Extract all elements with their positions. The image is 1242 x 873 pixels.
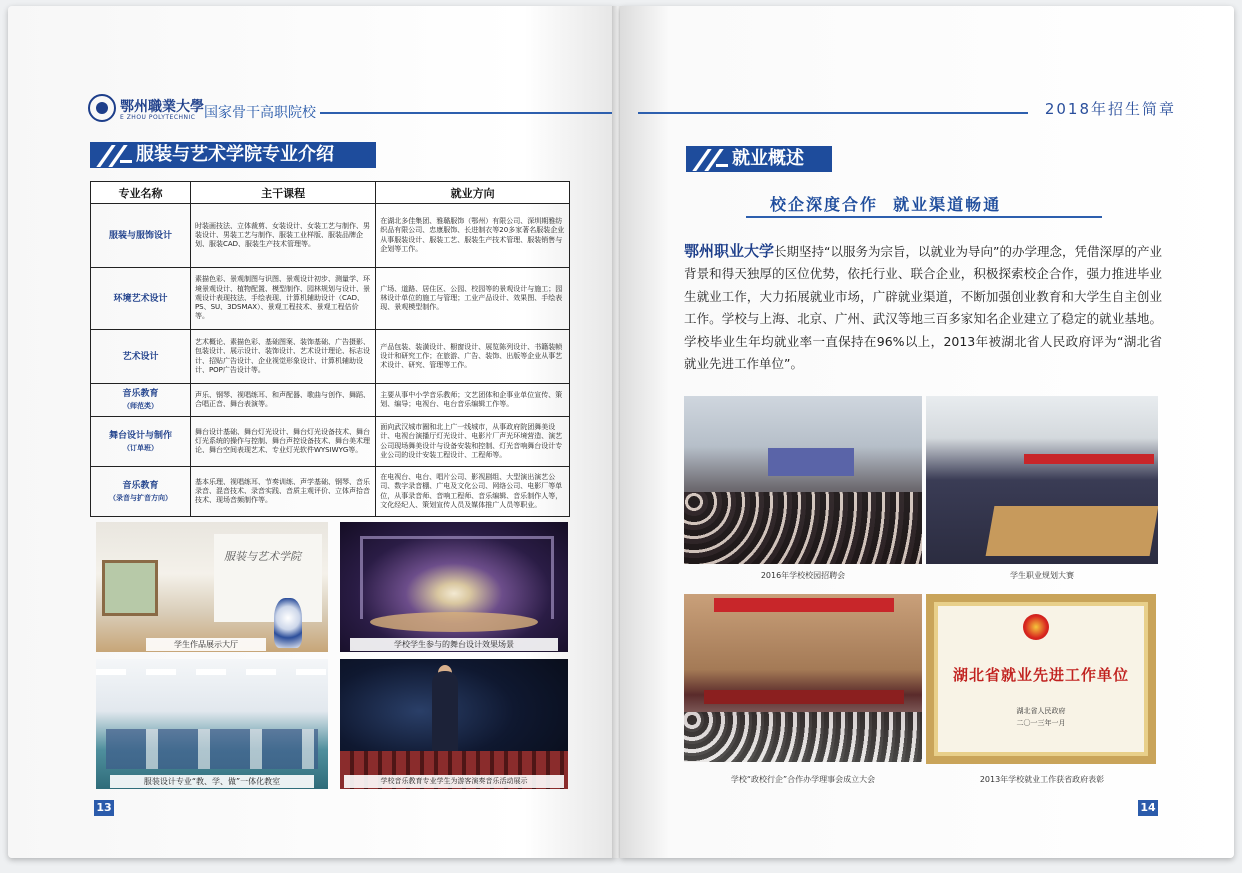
section-banner-right: [686, 146, 832, 172]
table-header: 主干课程: [190, 182, 375, 204]
major-jobs: 在电视台、电台、唱片公司、影视剧组、大型演出演艺公司、数字录音棚、广电及文化公司、网络公司、电影厂等单位，从事录音师、音响工程师、音乐编辑、音乐制作人等，文化经纪人、策划宣传人员及媒体推广人员等职业。: [376, 467, 570, 517]
left-page: [8, 6, 616, 858]
page-number-left: 13: [94, 800, 114, 816]
major-name: 环境艺术设计: [91, 268, 191, 330]
photo-career-contest: [926, 396, 1158, 564]
major-jobs: 在湖北多佳集团、雅璐服饰（鄂州）有限公司、深圳期雅纺织品有限公司、忠康服饰、长进制衣等20多家著名服装企业从事服装设计、服装工艺、服装生产技术管理、服装销售与企划等工作。: [376, 204, 570, 268]
photo-caption: 学校学生参与的舞台设计效果场景: [350, 638, 558, 651]
major-courses: 基本乐理、视唱练耳、节奏训练、声学基础、钢琴、音乐录音、混音技术、录音实践、音质主观评价、立体声拾音技术、现场音频制作等。: [190, 467, 375, 517]
certificate-date: 二〇一三年一月: [1016, 719, 1066, 727]
major-courses: 时装画技法、立体裁剪、女装设计、女装工艺与制作、男装设计、男装工艺与制作、服装工业样版、服装品牌企划、服装CAD、服装生产技术管理等。: [190, 204, 375, 268]
page-number-right: 14: [1138, 800, 1158, 816]
logo-subtext: E ZHOU POLYTECHNIC: [120, 114, 196, 121]
photo-job-fair: [684, 396, 922, 564]
school-seal-icon: [88, 94, 116, 122]
paragraph-text: 长期坚持“以服务为宗旨，以就业为导向”的办学理念，凭借深厚的产业背景和得天独厚的区位优势，依托行业、联合企业，积极探索校企合作，强力推进毕业生就业工作，大力拓展就业市场，广辟就业渠道，不断加强创业教育和大学生自主创业工作。学校与上海、北京、广州、武汉等地三百多家知名企业建立了稳定的就业基地。学校毕业生年均就业率一直保持在96%以上，2013年被湖北省人民政府评为“湖北省就业先进工作单位”。: [684, 244, 1162, 372]
certificate-issuer: 湖北省人民政府: [1016, 707, 1066, 715]
section-title-right: 就业概述: [732, 148, 804, 169]
major-courses: 艺术概论、素描色彩、基础图案、装饰基础、广告摄影、包装设计、展示设计、装饰设计、艺术设计理论、标志设计、招贴广告设计、企业视觉形象设计、计算机辅助设计、POP广告设计等。: [190, 330, 375, 384]
photo-performance: [340, 659, 568, 789]
photo-caption: 2013年学校就业工作获省政府表彰: [979, 775, 1105, 784]
slash-icon: [686, 146, 732, 172]
header-title-left: 国家骨干高职院校: [204, 105, 316, 121]
major-name: 服装与服饰设计: [91, 204, 191, 268]
table-row: [91, 330, 570, 384]
photo-exhibition-hall: [96, 522, 328, 652]
intro-paragraph: [684, 240, 1162, 375]
subtitle-rule: [746, 216, 1102, 218]
table-header: 就业方向: [376, 182, 570, 204]
photo-council-meeting: [684, 594, 922, 762]
major-courses: 素描色彩、景观制图与识图、景观设计初步、测量学、环境景观设计、植物配置、模型制作、园林规划与设计、景观设计表现技法、手绘表现、计算机辅助设计（CAD、PS、SU、3DSMAX）、景观工程技术、景观工程估价等。: [190, 268, 375, 330]
vase-icon: [274, 598, 302, 648]
photo-caption: 学生作品展示大厅: [146, 638, 266, 651]
national-emblem-icon: [1023, 614, 1049, 640]
photo-certificate: [926, 594, 1156, 764]
slash-icon: [90, 142, 136, 168]
table-row: [91, 204, 570, 268]
table-row: [91, 384, 570, 417]
major-courses: 舞台设计基础、舞台灯光设计、舞台灯光设备技术、舞台灯光系统的操作与控制、舞台声控设备技术、舞台美术理论、舞台空间表现艺术、专业灯光软件WYSIWYG等。: [190, 417, 375, 467]
table-row: [91, 268, 570, 330]
header-rule-right: [638, 112, 1028, 114]
major-name-note: （师范类）: [122, 402, 158, 410]
school-logo: [88, 94, 204, 124]
photo-caption: 学校“政校行企”合作办学理事会成立大会: [730, 775, 876, 784]
photo-caption: 学生职业规划大赛: [1010, 571, 1074, 580]
major-name-note: （订单班）: [122, 443, 158, 452]
photo-caption: 服装设计专业“教、学、做”一体化教室: [110, 775, 314, 788]
photo-stage-design: [340, 522, 568, 652]
photo-caption: 学校音乐教育专业学生为游客演奏音乐活动展示: [344, 775, 564, 788]
majors-table: [90, 181, 570, 517]
major-name: 音乐教育 （录音与扩音方向）: [91, 467, 191, 517]
major-jobs: 产品包装、装潢设计、橱窗设计、展览陈列设计、书籍装帧设计和研究工作；在旅游、广告、装饰、出版等企业从事艺术设计、研究、管理等工作。: [376, 330, 570, 384]
major-courses: 声乐、钢琴、视唱练耳、和声配器、歌曲与创作、舞蹈、合唱正音、舞台表演等。: [190, 384, 375, 417]
photo-classroom: [96, 659, 328, 789]
wall-sign: 服装与艺术学院: [224, 550, 301, 563]
major-name-note: （录音与扩音方向）: [108, 493, 172, 502]
table-row: [91, 467, 570, 517]
section-subtitle: 校企深度合作 就业渠道畅通: [770, 195, 1002, 214]
photo-caption: 2016年学校校园招聘会: [760, 571, 846, 580]
major-jobs: 面向武汉城市圈和北上广一线城市，从事政府院团舞美设计、电视台演播厅灯光设计、电影片厂声光环境营造、演艺公司现场舞美设计与设备安装和控制、灯光音响舞台设计专业公司的设计安装工程设计、工程师等。: [376, 417, 570, 467]
major-name: 舞台设计与制作 （订单班）: [91, 417, 191, 467]
section-title-left: 服装与艺术学院专业介绍: [136, 144, 334, 165]
header-title-right: 2018年招生简章: [1044, 100, 1176, 118]
major-name: 艺术设计: [91, 330, 191, 384]
major-jobs: 广场、道路、居住区、公园、校园等的景观设计与施工；园林设计单位的施工与管理；工业产品设计、效果图、手绘表现、景观模型制作。: [376, 268, 570, 330]
header-rule-left: [320, 112, 614, 114]
table-row: [91, 417, 570, 467]
certificate-title: 湖北省就业先进工作单位: [952, 666, 1129, 684]
major-jobs: 主要从事中小学音乐教师；文艺团体和企事业单位宣传、策划、编导；电视台、电台音乐编辑工作等。: [376, 384, 570, 417]
school-name: 鄂州职业大学: [684, 242, 775, 260]
table-header-row: [91, 182, 570, 204]
section-banner-left: [90, 142, 376, 168]
major-name: 音乐教育 （师范类）: [91, 384, 191, 417]
right-page: [620, 6, 1234, 858]
logo-text: 鄂州職業大學: [120, 99, 204, 115]
table-header: 专业名称: [91, 182, 191, 204]
